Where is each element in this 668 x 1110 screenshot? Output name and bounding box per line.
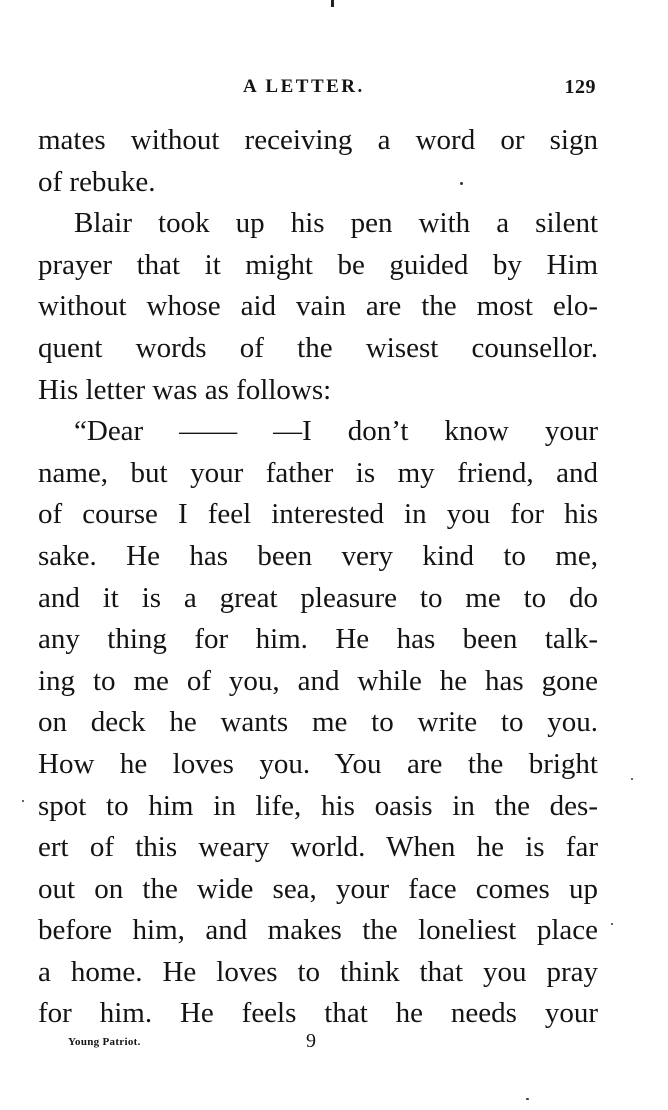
signature-number: 9 (306, 1030, 316, 1052)
text-line: sake. He has been very kind to me, (38, 539, 598, 572)
text-line: spot to him in life, his oasis in the des- (38, 789, 598, 822)
page-number: 129 (564, 76, 596, 98)
print-speck (526, 1098, 529, 1100)
text-line: on deck he wants me to write to you. (38, 706, 598, 739)
print-speck (631, 778, 633, 780)
running-head (38, 76, 598, 106)
text-line: and it is a great pleasure to me to do (38, 581, 598, 614)
text-line: name, but your father is my friend, and (38, 456, 598, 489)
text-line: a home. He loves to think that you pray (38, 955, 598, 988)
text-line: out on the wide sea, your face comes up (38, 872, 598, 905)
print-speck (22, 800, 24, 802)
text-line: His letter was as follows: (38, 373, 332, 406)
text-line: prayer that it might be guided by Him (38, 248, 598, 281)
print-speck (611, 923, 613, 925)
signature-mark: Young Patriot. (68, 1036, 141, 1048)
text-line: of rebuke. (38, 165, 156, 198)
text-line: ert of this weary world. When he is far (38, 831, 598, 864)
text-line: mates without receiving a word or sign (38, 124, 598, 156)
chapter-title: A LETTER. (243, 76, 365, 97)
text-line: any thing for him. He has been talk- (38, 623, 598, 656)
top-edge-mark (331, 0, 334, 7)
text-line: for him. He feels that he needs your (38, 997, 598, 1030)
text-line: before him, and makes the loneliest place (38, 914, 598, 947)
text-line: without whose aid vain are the most elo- (38, 290, 598, 323)
text-line: ing to me of you, and while he has gone (38, 664, 598, 697)
text-line: quent words of the wisest counsellor. (38, 331, 598, 364)
text-line: of course I feel interested in you for his (38, 498, 598, 531)
print-speck (460, 182, 463, 185)
paragraph-start-line: Blair took up his pen with a silent (74, 207, 598, 240)
letter-salutation-line: “Dear —— —I don’t know your (74, 415, 598, 448)
page-footer (38, 1030, 598, 1054)
body-text (38, 120, 598, 1035)
text-line: How he loves you. You are the bright (38, 747, 598, 780)
